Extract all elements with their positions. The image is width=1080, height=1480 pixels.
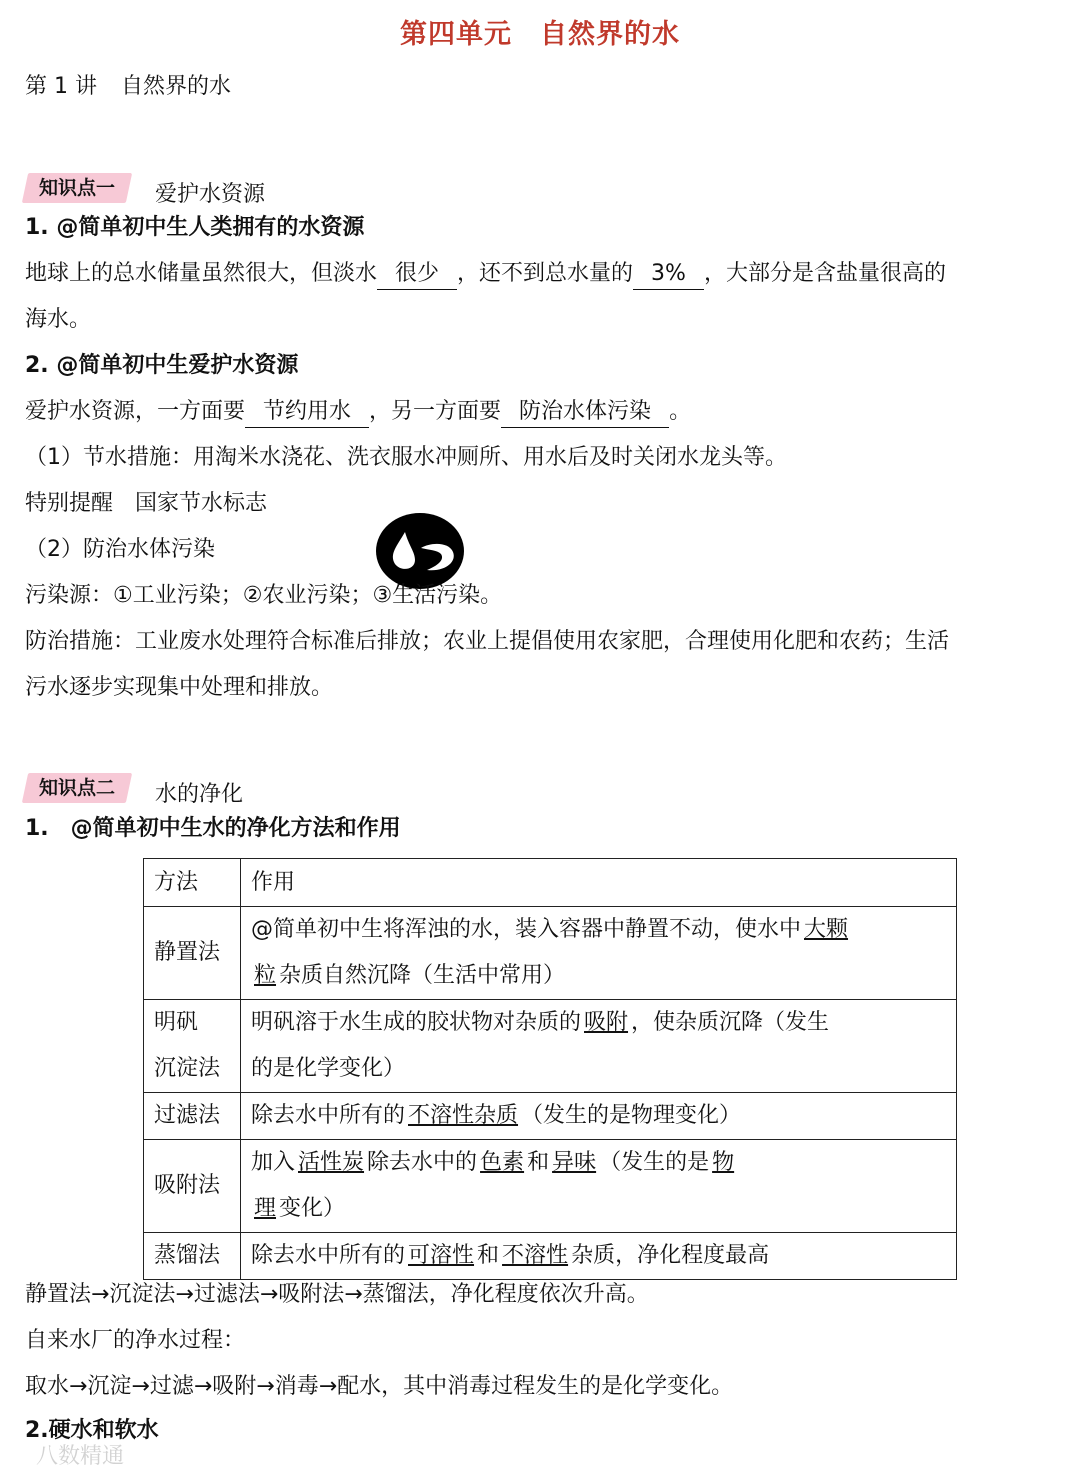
unit-prefix: 第四单元 bbox=[400, 19, 512, 50]
lecture-heading bbox=[25, 64, 231, 110]
table-row bbox=[144, 1140, 957, 1233]
effect-cell: 除去水中所有的 可溶性 和 不溶性 杂质，净化程度最高 bbox=[241, 1233, 957, 1280]
fill-blank-answer: 活性炭 bbox=[298, 1150, 365, 1175]
table-header-cell: 作用 bbox=[241, 859, 957, 907]
unit-title bbox=[0, 10, 1080, 60]
paragraph: 污水逐步实现集中处理和排放。 bbox=[25, 675, 334, 700]
section-heading: 1. @简单初中生人类拥有的水资源 bbox=[25, 215, 365, 240]
effect-cell: 除去水中所有的 不溶性杂质 （发生的是物理变化） bbox=[241, 1093, 957, 1140]
fill-blank-answer: 理 bbox=[254, 1196, 277, 1221]
table-row bbox=[144, 907, 957, 1000]
lecture-number: 第 1 讲 bbox=[25, 74, 97, 99]
method-cell: 明矾 沉淀法 bbox=[144, 1000, 241, 1093]
paragraph: 防治措施：工业废水处理符合标准后排放；农业上提倡使用农家肥，合理使用化肥和农药；生活 bbox=[25, 629, 950, 654]
purification-methods-table bbox=[143, 858, 957, 1280]
effect-cell: 明矾溶于水生成的胶状物对杂质的 吸附 ，使杂质沉降（发生 的是化学变化） bbox=[241, 1000, 957, 1093]
effect-cell: 加入 活性炭 除去水中的 色素 和 异味 （发生的是 物 理 变化） bbox=[241, 1140, 957, 1233]
fill-blank-answer: 可溶性 bbox=[408, 1243, 475, 1268]
section-heading: 1. @简单初中生水的净化方法和作用 bbox=[25, 816, 401, 841]
paragraph: 自来水厂的净水过程： bbox=[25, 1328, 246, 1353]
knowledge-point-tag: 知识点一 bbox=[22, 173, 132, 203]
lecture-name: 自然界的水 bbox=[120, 74, 231, 99]
special-reminder: 特别提醒 国家节水标志 bbox=[25, 491, 268, 516]
fill-blank-answer: 异味 bbox=[552, 1150, 597, 1175]
paragraph: 爱护水资源，一方面要 节约用水 ，另一方面要 防治水体污染 。 bbox=[25, 389, 691, 435]
fill-blank-answer: 3% bbox=[633, 259, 704, 290]
table-row bbox=[144, 1093, 957, 1140]
watermark: 八数精通 bbox=[36, 1444, 125, 1469]
knowledge-point-title: 水的净化 bbox=[155, 782, 244, 807]
paragraph: 海水。 bbox=[25, 307, 92, 332]
method-cell: 蒸馏法 bbox=[144, 1233, 241, 1280]
fill-blank-answer: 不溶性杂质 bbox=[408, 1103, 519, 1128]
section-heading: 2. @简单初中生爱护水资源 bbox=[25, 353, 299, 378]
fill-blank-answer: 节约用水 bbox=[245, 397, 369, 428]
table-header-cell: 方法 bbox=[144, 859, 241, 907]
fill-blank-answer: 很少 bbox=[377, 259, 457, 290]
paragraph: （2）防治水体污染 bbox=[25, 537, 215, 562]
fill-blank-answer: 大颗 bbox=[804, 917, 849, 942]
section-heading: 2.硬水和软水 bbox=[25, 1418, 159, 1443]
method-cell: 过滤法 bbox=[144, 1093, 241, 1140]
method-cell: 静置法 bbox=[144, 907, 241, 1000]
fill-blank-answer: 防治水体污染 bbox=[501, 397, 669, 428]
effect-cell: @简单初中生将浑浊的水，装入容器中静置不动，使水中 大颗 粒 杂质自然沉降（生活中常用） bbox=[241, 907, 957, 1000]
fill-blank-answer: 色素 bbox=[480, 1150, 525, 1175]
paragraph: （1）节水措施：用淘米水浇花、洗衣服水冲厕所、用水后及时关闭水龙头等。 bbox=[25, 445, 787, 470]
knowledge-point-title: 爱护水资源 bbox=[155, 182, 266, 207]
fill-blank-answer: 不溶性 bbox=[502, 1243, 569, 1268]
fill-blank-answer: 吸附 bbox=[584, 1010, 629, 1035]
fill-blank-answer: 物 bbox=[712, 1150, 735, 1175]
unit-name: 自然界的水 bbox=[540, 19, 680, 50]
knowledge-point-tag: 知识点二 bbox=[22, 773, 132, 803]
table-header-row bbox=[144, 859, 957, 907]
method-cell: 吸附法 bbox=[144, 1140, 241, 1233]
paragraph: 静置法→沉淀法→过滤法→吸附法→蒸馏法，净化程度依次升高。 bbox=[25, 1282, 649, 1307]
paragraph: 地球上的总水储量虽然很大，但淡水 很少 ，还不到总水量的 3% ，大部分是含盐量很高的 bbox=[25, 251, 946, 297]
paragraph: 取水→沉淀→过滤→吸附→消毒→配水，其中消毒过程发生的是化学变化。 bbox=[25, 1374, 734, 1399]
table-row bbox=[144, 1000, 957, 1093]
fill-blank-answer: 粒 bbox=[254, 963, 277, 988]
paragraph: 污染源：①工业污染；②农业污染；③生活污染。 bbox=[25, 583, 503, 608]
